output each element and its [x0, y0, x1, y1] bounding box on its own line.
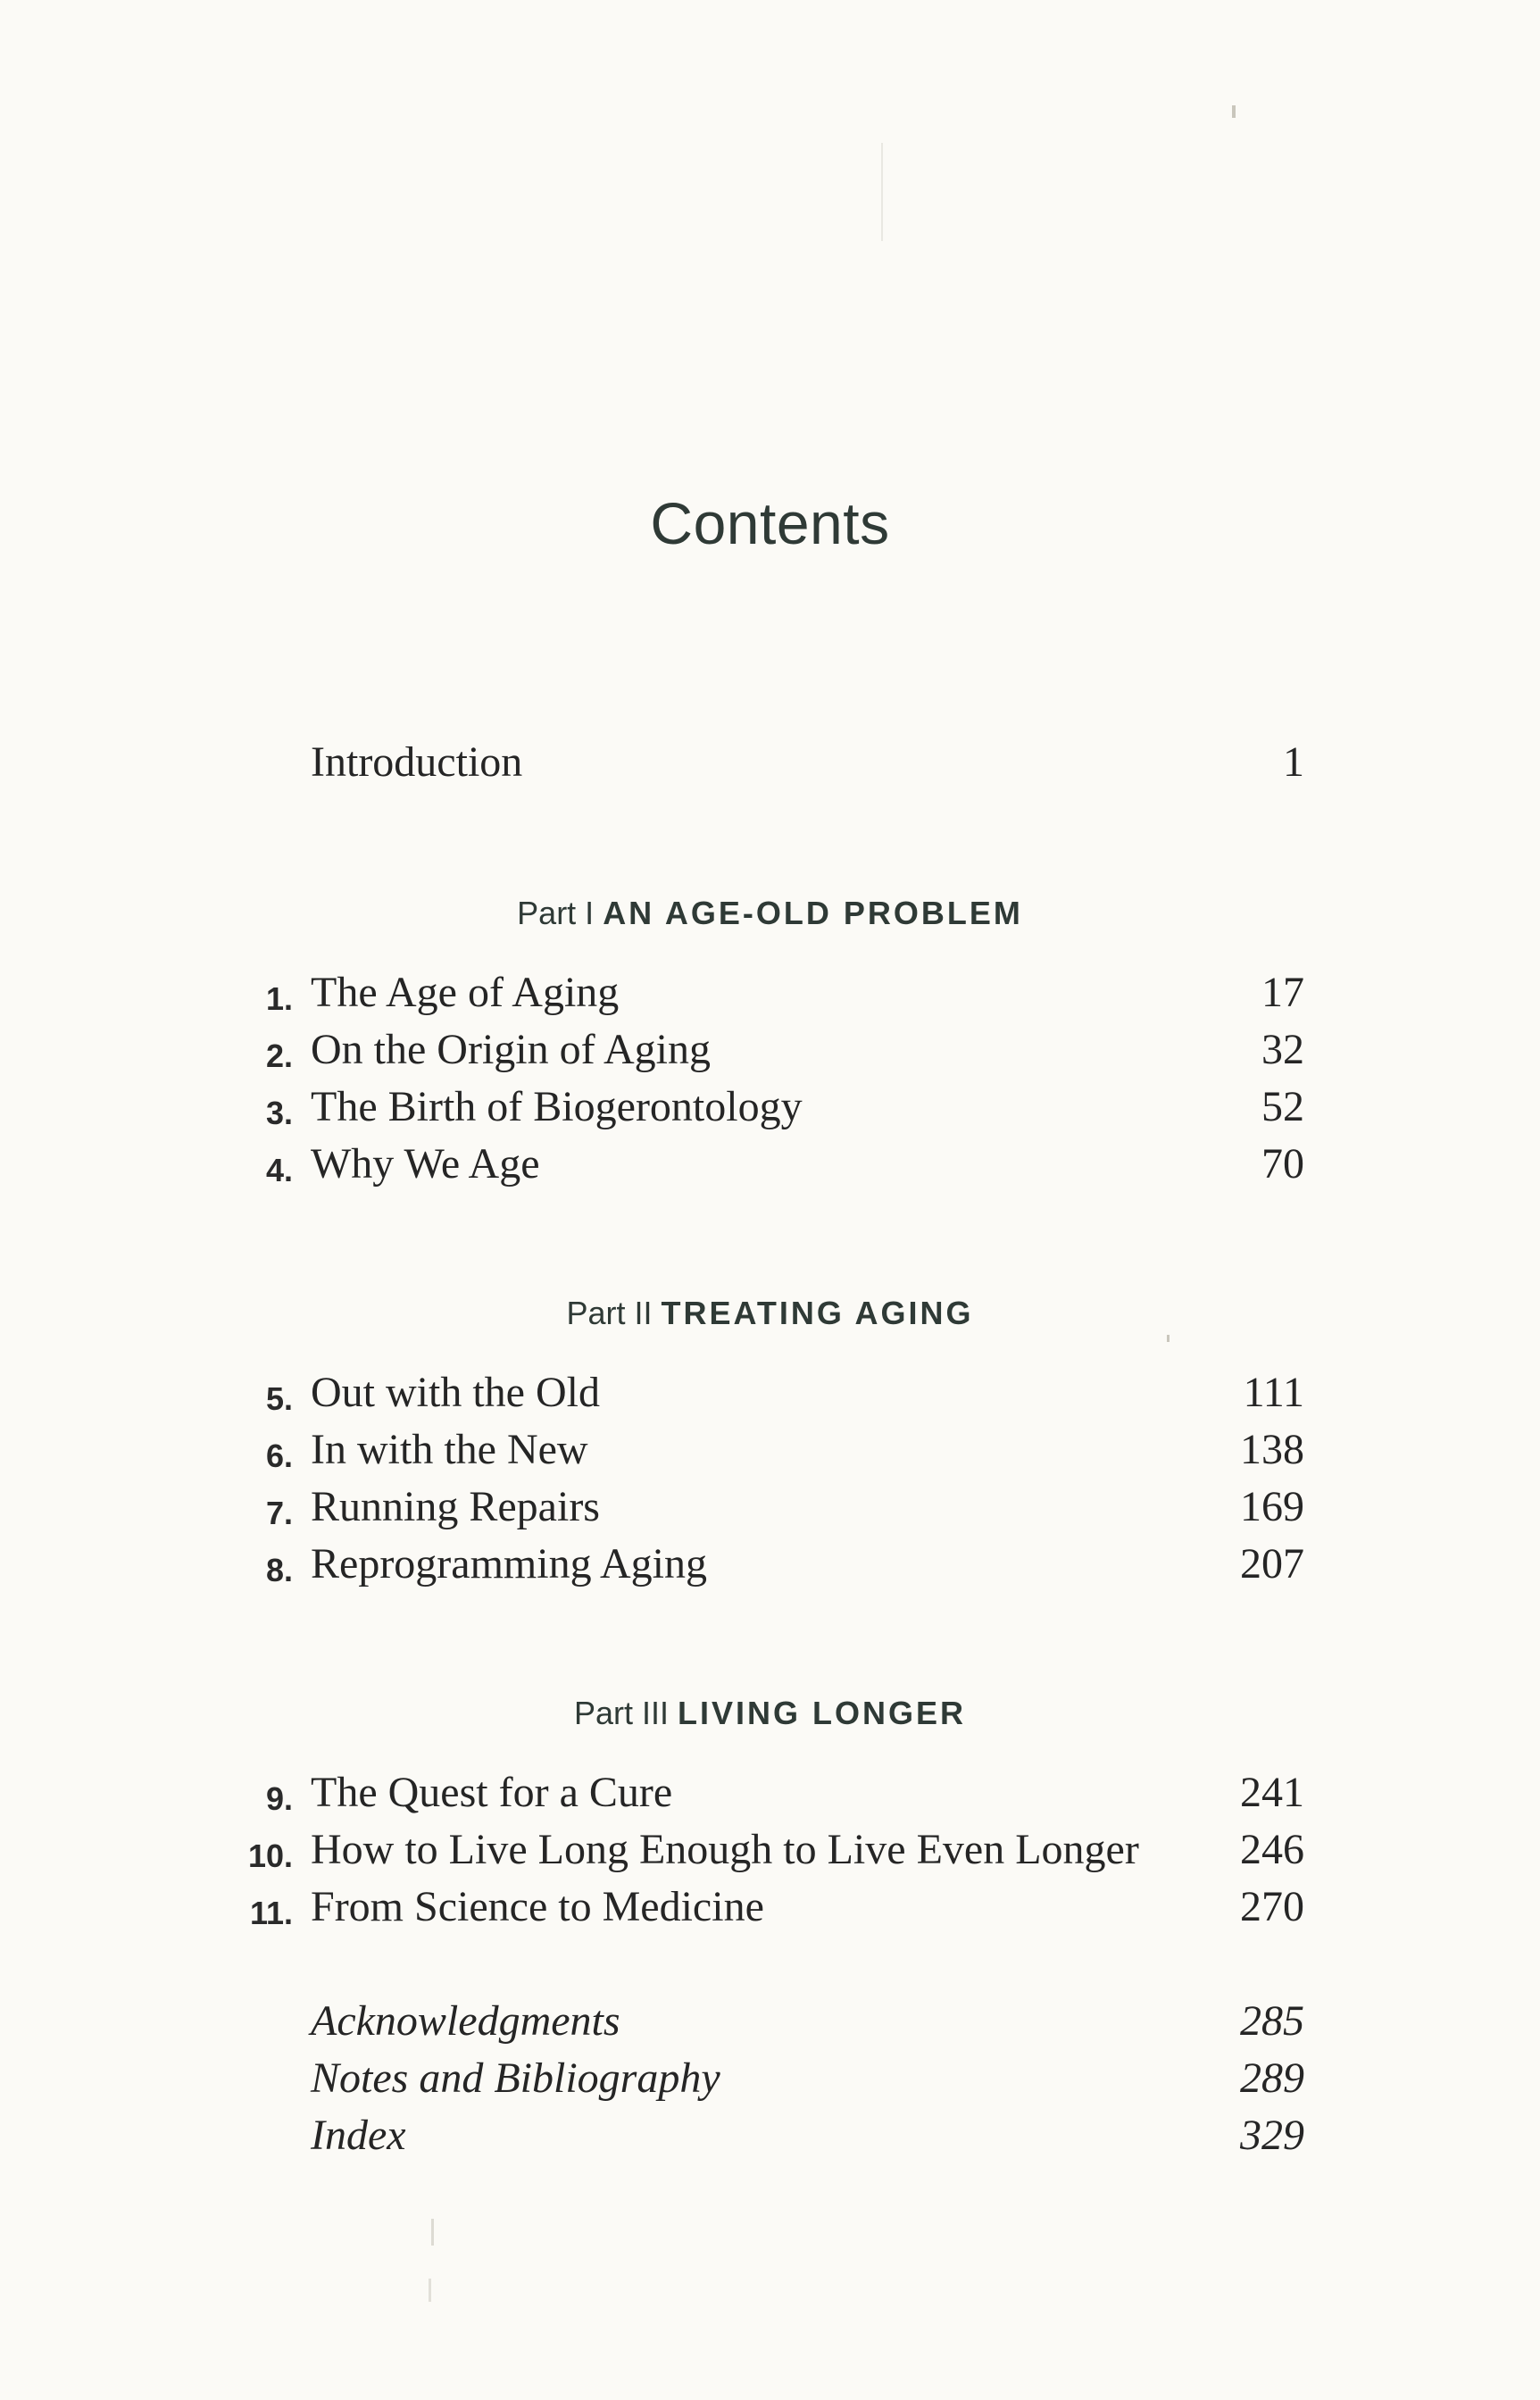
scan-speck: [429, 2279, 431, 2302]
toc-entry-introduction: [0, 738, 1540, 795]
part-heading: [0, 895, 1540, 932]
back-matter-title: Index: [311, 2112, 406, 2159]
chapter-number: 8.: [265, 1552, 293, 1588]
toc-entry-chapter: [0, 1768, 1540, 1825]
page-title: Contents: [650, 490, 890, 556]
chapter-page: 138: [1240, 1426, 1304, 1473]
chapter-number: 1.: [265, 980, 293, 1017]
toc-entry-chapter: [0, 1139, 1540, 1196]
chapter-title: From Science to Medicine: [311, 1883, 764, 1930]
scan-speck: [431, 2219, 434, 2246]
toc-entry-back-matter: [0, 2054, 1540, 2111]
part-number: Part I: [517, 895, 595, 931]
toc-entry-chapter: [0, 1082, 1540, 1139]
chapter-title: The Age of Aging: [311, 969, 620, 1016]
part-title: TREATING AGING: [661, 1295, 974, 1331]
chapter-title: Out with the Old: [311, 1369, 600, 1416]
part-number: Part III: [573, 1695, 669, 1731]
scan-speck: [1232, 105, 1236, 118]
chapter-number: 5.: [265, 1380, 293, 1417]
chapter-page: 169: [1240, 1483, 1304, 1530]
back-matter-title: Acknowledgments: [311, 1997, 620, 2045]
toc-entry-chapter: [0, 1425, 1540, 1482]
chapter-number: 7.: [265, 1495, 293, 1531]
chapter-number: 11.: [249, 1895, 293, 1931]
part-heading: [0, 1295, 1540, 1332]
toc-entry-chapter: [0, 1882, 1540, 1939]
scan-speck: [1167, 1335, 1170, 1342]
chapter-title: The Birth of Biogerontology: [311, 1083, 803, 1130]
toc-entry-chapter: [0, 968, 1540, 1025]
part-title: LIVING LONGER: [678, 1695, 967, 1731]
chapter-number: 6.: [265, 1438, 293, 1474]
toc-entry-chapter: [0, 1825, 1540, 1882]
chapter-number: 3.: [265, 1095, 293, 1131]
chapter-page: 70: [1261, 1140, 1304, 1188]
chapter-title: How to Live Long Enough to Live Even Longer: [311, 1826, 1139, 1873]
chapter-title: In with the New: [311, 1426, 588, 1473]
back-matter-page: 289: [1240, 2054, 1304, 2102]
toc-entry-label: Introduction: [311, 738, 523, 786]
chapter-number: 2.: [265, 1038, 293, 1074]
chapter-page: 32: [1261, 1026, 1304, 1073]
part-heading: [0, 1695, 1540, 1732]
back-matter-page: 329: [1240, 2112, 1304, 2159]
chapter-page: 207: [1240, 1540, 1304, 1588]
toc-entry-chapter: [0, 1482, 1540, 1539]
chapter-title: Reprogramming Aging: [311, 1540, 707, 1588]
toc-entry-chapter: [0, 1368, 1540, 1425]
chapter-title: The Quest for a Cure: [311, 1769, 673, 1816]
toc-entry-back-matter: [0, 2111, 1540, 2168]
chapter-page: 246: [1240, 1826, 1304, 1873]
part-title: AN AGE-OLD PROBLEM: [603, 895, 1023, 931]
chapter-title: Why We Age: [311, 1140, 540, 1188]
chapter-title: Running Repairs: [311, 1483, 600, 1530]
back-matter-title: Notes and Bibliography: [311, 2054, 720, 2102]
chapter-title: On the Origin of Aging: [311, 1026, 711, 1073]
toc-entry-back-matter: [0, 1996, 1540, 2054]
chapter-page: 270: [1240, 1883, 1304, 1930]
chapter-number: 4.: [265, 1152, 293, 1188]
toc-entry-page: 1: [1283, 738, 1304, 786]
part-number: Part II: [566, 1295, 653, 1331]
chapter-page: 241: [1240, 1769, 1304, 1816]
chapter-page: 111: [1243, 1369, 1304, 1416]
toc-entry-chapter: [0, 1539, 1540, 1596]
toc-entry-chapter: [0, 1025, 1540, 1082]
chapter-page: 52: [1261, 1083, 1304, 1130]
chapter-number: 10.: [247, 1838, 293, 1874]
back-matter-page: 285: [1240, 1997, 1304, 2045]
scan-speck: [881, 143, 883, 241]
chapter-number: 9.: [265, 1780, 293, 1817]
chapter-page: 17: [1261, 969, 1304, 1016]
